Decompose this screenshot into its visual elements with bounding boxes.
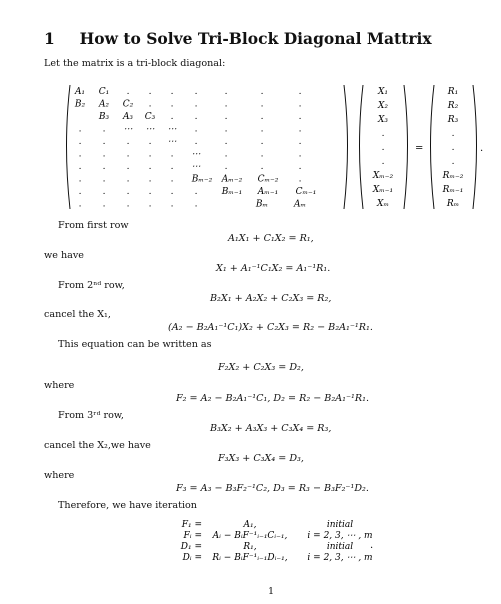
matrix-cell: ⋯ [167, 124, 177, 135]
line-written-as: This equation can be written as [58, 339, 212, 350]
line-from-first-row: From first row [58, 220, 129, 231]
matrix-cell: . [194, 137, 198, 147]
matrix-cell: A₂ [98, 99, 110, 110]
matrix-cell: . [260, 137, 264, 147]
matrix-cell: . [260, 112, 264, 122]
matrix-cell: . [126, 187, 130, 197]
iteration-rhs: Aᵢ − BᵢF⁻¹ᵢ₋₁Cᵢ₋₁, [212, 531, 288, 541]
matrix-cell: . [194, 112, 198, 122]
r-vector-entry: R₃ [447, 115, 459, 125]
matrix-cell: . [170, 174, 174, 185]
matrix-cell: . [260, 162, 264, 172]
section-title: How to Solve Tri-Block Diagonal Mattrix [79, 29, 432, 48]
eq-third-row: B₃X₂ + A₃X₃ + C₃X₄ = R₃, [210, 423, 332, 434]
matrix-cell: . [298, 124, 302, 135]
line-where-1: where [44, 380, 75, 391]
iteration-rhs: R₁, [243, 542, 257, 552]
matrix-cell: . [126, 174, 130, 185]
matrix-cell: . [170, 162, 174, 172]
r-vector-entry: Rₘ₋₁ [442, 185, 464, 195]
matrix-cell: . [78, 174, 82, 185]
matrix-cell: ⋯ [167, 137, 177, 147]
r-vector-entry: R₁ [447, 87, 459, 97]
eq-x1: X₁ + A₁⁻¹C₁X₂ = A₁⁻¹R₁. [216, 263, 331, 274]
intro-text: Let the matrix is a tri-block diagonal: [44, 58, 226, 69]
matrix-cell: . [194, 199, 198, 210]
matrix-cell: Bₘ₋₂ [191, 174, 213, 185]
matrix-cell: . [298, 87, 302, 97]
matrix-cells [74, 87, 317, 210]
iteration-rows [180, 520, 373, 563]
matrix-cell: . [102, 199, 106, 210]
matrix-cell: . [298, 162, 302, 172]
matrix-cell: . [126, 149, 130, 160]
x-vector-entry: . [381, 129, 385, 139]
matrix-cell: . [224, 124, 228, 135]
matrix-cell: . [260, 124, 264, 135]
eq-f3: F₃X₃ + C₃X₄ = D₃, [218, 453, 304, 464]
matrix-cell: C₁ [98, 87, 110, 97]
matrix-period: . [480, 143, 484, 154]
matrix-cell: . [148, 187, 152, 197]
matrix-cell: . [148, 199, 152, 210]
eq-second-row: B₂X₁ + A₂X₂ + C₂X₃ = R₂, [210, 293, 332, 304]
iteration-lhs: Dᵢ = [182, 553, 202, 563]
matrix-cell: ⋯ [145, 124, 155, 135]
matrix-cell: . [78, 162, 82, 172]
iteration-rhs: A₁, [243, 520, 257, 530]
matrix-cell: . [102, 149, 106, 160]
section-heading [44, 29, 432, 48]
r-vector [442, 87, 464, 209]
matrix-cell: . [224, 162, 228, 172]
matrix-cell: B₂ [74, 99, 86, 110]
line-where-2: where [44, 470, 75, 481]
r-vector-entry: Rₘ₋₂ [442, 171, 464, 181]
x-vector-entry: Xₘ [377, 199, 389, 209]
matrix-cell: . [148, 137, 152, 147]
matrix-cell: ⋯ [191, 162, 201, 172]
section-number: 1 [44, 29, 55, 48]
iteration-period: . [370, 540, 374, 551]
matrix-cell: . [260, 99, 264, 110]
matrix-cell: . [78, 124, 82, 135]
matrix-cell: . [148, 162, 152, 172]
line-cancel-x1: cancel the X₁, [44, 309, 111, 320]
matrix-cell: Aₘ₋₂ [221, 174, 243, 185]
matrix-cell: Cₘ₋₁ [295, 187, 317, 197]
matrix-cell: . [224, 149, 228, 160]
matrix-cell: . [194, 124, 198, 135]
r-vector-entry: Rₘ [446, 199, 460, 209]
matrix-cell: . [170, 99, 174, 110]
x-vector-entry: X₂ [377, 101, 389, 111]
line-therefore: Therefore, we have iteration [58, 500, 197, 511]
matrix-cell: . [224, 137, 228, 147]
iteration-lhs: F₁ = [181, 520, 202, 530]
matrix-cell: . [298, 99, 302, 110]
matrix-cell: A₁ [74, 87, 86, 97]
matrix-cell: B₃ [98, 112, 110, 122]
matrix-cell: . [224, 87, 228, 97]
equals-sign: = [415, 143, 424, 154]
matrix-cell: . [170, 112, 174, 122]
matrix-equation [0, 80, 501, 215]
x-vector-entry: X₁ [377, 87, 389, 97]
matrix-cell: C₃ [144, 112, 156, 122]
matrix-cell: . [224, 99, 228, 110]
r-vector-entry: R₂ [447, 101, 459, 111]
iteration-lhs: Fᵢ = [183, 531, 202, 541]
matrix-cell: . [126, 137, 130, 147]
matrix-cell: . [126, 199, 130, 210]
matrix-cell: . [78, 149, 82, 160]
matrix-cell: . [102, 162, 106, 172]
matrix-cell: . [126, 87, 130, 97]
r-vector-entry: . [451, 143, 455, 153]
matrix-cell: . [298, 174, 302, 185]
iteration-range: initial [326, 542, 354, 552]
matrix-cell: . [224, 112, 228, 122]
matrix-cell: . [126, 162, 130, 172]
matrix-cell: . [194, 99, 198, 110]
matrix-cell: ⋯ [123, 124, 133, 135]
line-from-3rd-row: From 3ʳᵈ row, [58, 410, 124, 421]
matrix-cell: . [78, 187, 82, 197]
matrix-cell: . [298, 112, 302, 122]
matrix-cell: . [170, 187, 174, 197]
matrix-cell: A₃ [122, 112, 134, 122]
iteration-range: i = 2, 3, ⋯ , m [307, 531, 373, 541]
matrix-cell: . [148, 87, 152, 97]
matrix-cell: . [194, 87, 198, 97]
matrix-cell: . [194, 187, 198, 197]
matrix-cell: . [148, 149, 152, 160]
matrix-cell: . [78, 199, 82, 210]
eq-first-row: A₁X₁ + C₁X₂ = R₁, [228, 233, 314, 244]
x-vector-entry: . [381, 157, 385, 167]
matrix-cell: Aₘ [293, 199, 307, 210]
matrix-cell: . [170, 199, 174, 210]
matrix-cell: . [260, 87, 264, 97]
matrix-cell: . [298, 149, 302, 160]
iteration-range: initial [326, 520, 354, 530]
matrix-cell: . [298, 137, 302, 147]
eq-cancelled-x1: (A₂ − B₂A₁⁻¹C₁)X₂ + C₂X₃ = R₂ − B₂A₁⁻¹R₁. [168, 322, 373, 333]
matrix-cell: . [102, 124, 106, 135]
iteration-range: i = 2, 3, ⋯ , m [307, 553, 373, 563]
matrix-cell: . [170, 87, 174, 97]
matrix-cell: Cₘ₋₂ [257, 174, 279, 185]
eq-f2-d2-def: F₂ = A₂ − B₂A₁⁻¹C₁, D₂ = R₂ − B₂A₁⁻¹R₁. [176, 393, 369, 404]
r-vector-entry: . [451, 157, 455, 167]
matrix-cell: C₂ [122, 99, 134, 110]
eq-f2: F₂X₂ + C₂X₃ = D₂, [218, 362, 304, 373]
matrix-cell: . [102, 187, 106, 197]
matrix-cell: Aₘ₋₁ [257, 187, 279, 197]
eq-f3-d3-def: F₃ = A₃ − B₃F₂⁻¹C₂, D₃ = R₃ − B₃F₂⁻¹D₂. [176, 483, 369, 494]
matrix-cell: Bₘ [255, 199, 269, 210]
line-from-2nd-row: From 2ⁿᵈ row, [58, 280, 125, 291]
matrix-cell: . [78, 137, 82, 147]
x-vector [372, 87, 394, 209]
x-vector-entry: Xₘ₋₂ [372, 171, 394, 181]
matrix-cell: . [170, 149, 174, 160]
matrix-cell: Bₘ₋₁ [221, 187, 243, 197]
x-vector-entry: X₃ [377, 115, 389, 125]
x-vector-entry: Xₘ₋₁ [372, 185, 394, 195]
line-cancel-x2: cancel the X₂,we have [44, 440, 151, 451]
r-vector-entry: . [451, 129, 455, 139]
iteration-lhs: D₁ = [180, 542, 202, 552]
matrix-cell: . [102, 174, 106, 185]
matrix-cell: . [260, 149, 264, 160]
matrix-cell: . [102, 137, 106, 147]
line-we-have: we have [44, 250, 84, 261]
matrix-cell: . [148, 174, 152, 185]
x-vector-entry: . [381, 143, 385, 153]
page-number: 1 [268, 586, 275, 597]
iteration-array [0, 515, 501, 575]
matrix-cell: . [148, 99, 152, 110]
iteration-rhs: Rᵢ − BᵢF⁻¹ᵢ₋₁Dᵢ₋₁, [212, 553, 288, 563]
matrix-cell: ⋯ [191, 149, 201, 160]
